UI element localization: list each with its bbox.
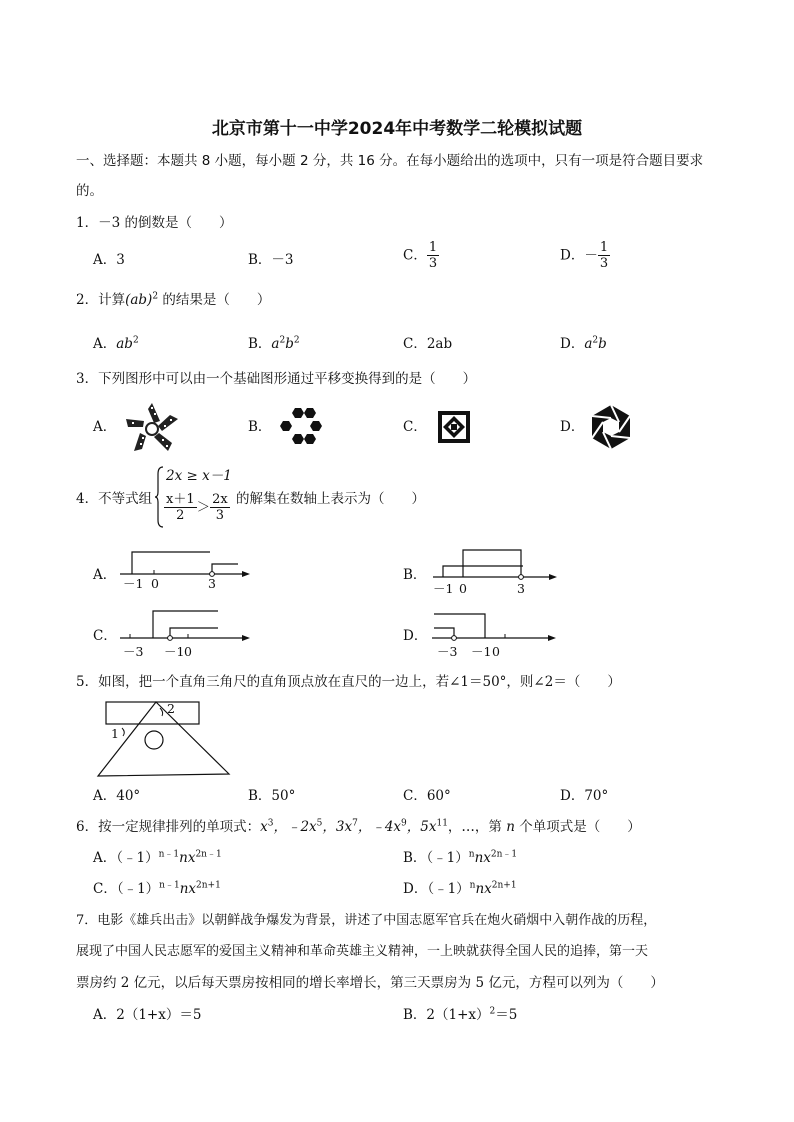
q4-option-a[interactable]: A．: [93, 567, 117, 583]
q4-option-c[interactable]: C．: [93, 628, 117, 644]
q7-stem-line3: 票房约 2 亿元，以后每天票房按相同的增长率增长，第三天票房为 5 亿元，方程可以列为（ ）: [76, 975, 664, 991]
q4-d-tick-neg3: －3: [437, 644, 458, 659]
q3-stem: 3．下列图形中可以由一个基础图形通过平移变换得到的是（ ）: [76, 371, 477, 387]
q1-option-b[interactable]: B．－3: [248, 252, 294, 268]
q1-option-a[interactable]: A．3: [93, 252, 125, 268]
q4-a-tick-3: 3: [208, 576, 216, 591]
q5-angle-label-2: 2: [167, 701, 175, 716]
q1-option-c[interactable]: [403, 240, 439, 271]
q2-option-a[interactable]: A．$ab^2$: [93, 335, 139, 352]
q5-option-a[interactable]: A．40°: [93, 788, 141, 804]
q7-stem-line1: 7．电影《雄兵出击》以朝鲜战争爆发为背景，讲述了中国志愿军官兵在炮火硝烟中入朝作战的历程，: [76, 913, 657, 928]
q6-option-b[interactable]: B．$(﹣1)^nnx^{2n﹣1}$: [403, 849, 518, 866]
q4-brace: [154, 466, 164, 528]
q3-option-b[interactable]: B．: [248, 419, 272, 435]
q3-option-a[interactable]: A．: [93, 419, 117, 435]
q5-option-d[interactable]: D．70°: [560, 788, 609, 804]
q4-b-tick-3: 3: [517, 581, 525, 596]
q4-a-tick-neg1: －1: [123, 576, 144, 591]
q4-number-line-d: [430, 606, 560, 646]
q3-figure-d-aperture: [588, 404, 634, 450]
q4-fraction-left: $\frac{x+1}{2}$: [166, 492, 195, 523]
q4-b-tick-neg1: －1: [433, 581, 454, 596]
q4-b-tick-0: 0: [459, 581, 467, 596]
q4-c-tick-neg1: －1: [164, 644, 185, 659]
q2-option-c[interactable]: C．2ab: [403, 336, 453, 352]
q1-c-fraction: $\frac{1}{3}$: [428, 240, 438, 271]
q6-option-a[interactable]: A．$(﹣1)^{n﹣1}nx^{2n﹣1}$: [93, 849, 222, 866]
q3-option-d[interactable]: D．: [560, 419, 585, 435]
q4-d-tick-0: 0: [492, 644, 500, 659]
q4-fraction-right: $\frac{2x}{3}$: [212, 492, 228, 523]
q4-inequality-2: $\frac{x+1}{2}$ ＞ $\frac{2x}{3}$: [166, 492, 228, 523]
q1-option-d[interactable]: [560, 240, 610, 271]
q7-stem-line2: 展现了中国人民志愿军的爱国主义精神和革命英雄主义精神，一上映就获得全国人民的追捧，第一天: [76, 944, 649, 959]
q4-d-tick-neg1: －1: [471, 644, 492, 659]
q4-option-d[interactable]: D．: [403, 628, 428, 644]
q5-option-c[interactable]: C．60°: [403, 788, 451, 804]
q2-option-b[interactable]: B．$a^2b^2$: [248, 335, 300, 352]
q3-figure-b-hexagons: [278, 405, 324, 447]
section-heading-line1: 一、选择题：本题共 8 小题，每小题 2 分，共 16 分。在每小题给出的选项中，只有一项是符合题目要求: [76, 153, 704, 169]
q5-option-b[interactable]: B．50°: [248, 788, 296, 804]
q2-stem: 2．计算(ab)$^2$ 的结果是（ ）: [76, 291, 271, 308]
q4-c-tick-neg3: －3: [123, 644, 144, 659]
q5-stem: 5．如图，把一个直角三角尺的直角顶点放在直尺的一边上，若∠1＝50°，则∠2＝（ ）: [76, 674, 621, 690]
q1-d-label: D．－: [560, 247, 598, 264]
q4-inequality-1: 2x ≥ x－1: [166, 468, 232, 484]
q4-number-line-c: [118, 606, 258, 646]
section-heading-line2: 的。: [76, 183, 103, 199]
q4-option-b[interactable]: B．: [403, 567, 427, 583]
q6-stem: 6．按一定规律排列的单项式：$x^3$，$﹣2x^5$，$3x^7$，$﹣4x^9$，$5x^{11}$，…，第 n 个单项式是（ ）: [76, 818, 641, 835]
q4-c-tick-0: 0: [184, 644, 192, 659]
q3-figure-a-film-star: [124, 401, 180, 453]
q1-d-fraction: $\frac{1}{3}$: [599, 240, 609, 271]
q3-option-c[interactable]: C．: [403, 419, 427, 435]
q1-c-label: C．: [403, 247, 427, 264]
q4-a-tick-0: 0: [151, 576, 159, 591]
q7-option-a[interactable]: A．2（1+x）＝5: [93, 1007, 202, 1023]
q4-stem-prefix: 4．不等式组: [76, 491, 153, 507]
q1-stem: 1．－3 的倒数是（ ）: [76, 215, 233, 231]
q6-option-c[interactable]: C．$(﹣1)^{n﹣1}nx^{2n+1}$: [93, 880, 221, 897]
page-title: 北京市第十一中学2024年中考数学二轮模拟试题: [211, 119, 583, 139]
q7-option-b[interactable]: B．$2(1+x)^2=5$: [403, 1006, 518, 1023]
q5-angle-label-1: 1: [111, 726, 119, 741]
q3-figure-c-squares: [436, 409, 472, 445]
q6-option-d[interactable]: D．$(﹣1)^nnx^{2n+1}$: [403, 880, 517, 897]
q4-stem-suffix: 的解集在数轴上表示为（ ）: [236, 491, 425, 507]
q2-option-d[interactable]: D．$a^2b$: [560, 335, 607, 352]
